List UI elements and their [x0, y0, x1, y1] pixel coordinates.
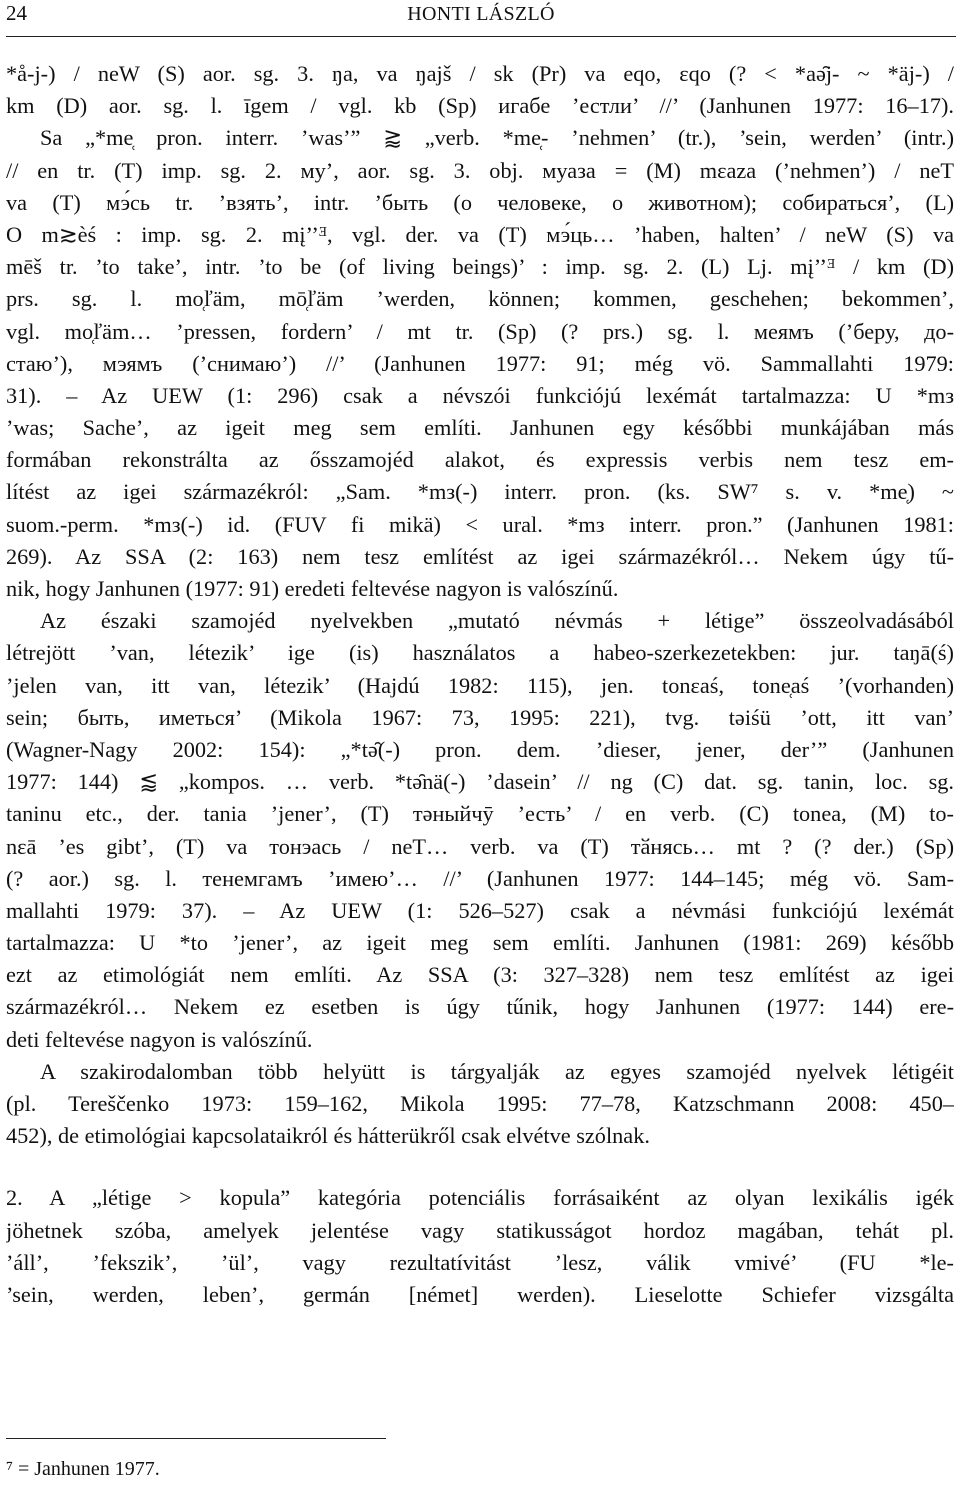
text-line: (Wagner-Nagy 2002: 154): „*tə̑(-) pron. dem. ’dieser, jener, der’” (Janhunen: [6, 736, 954, 762]
text-line: 269). Az SSA (2: 163) nem tesz említést az igei származékról… Nekem úgy tű-: [6, 543, 954, 569]
text-line: lítést az igei származékról: „Sam. *mз(-) interr. pron. (ks. SW⁷ s. v. *me̜) ~: [6, 479, 954, 505]
text-line: vgl. mo̜ľäm… ’pressen, fordern’ / mt tr. (Sp) (? prs.) sg. l. меямъ (’беру, до-: [6, 318, 954, 344]
text-line: tartalmazza: U *to ’jener’, az igeit meg sem említi. Janhunen (1981: 269) később: [6, 930, 954, 956]
text-line: sein; быть, иметься’ (Mikola 1967: 73, 1995: 221), tvg. təiśü ’ott, itt van’: [6, 704, 954, 730]
body-text: [6, 58, 954, 1311]
text-line: стаю’), мэямъ (’снимаю’) //’ (Janhunen 1977: 91; még vö. Sammallahti 1979:: [6, 350, 954, 376]
text-line: 2. A „létige > kopula” kategória potenciális forrásaiként az olyan lexikális igék: [6, 1185, 954, 1211]
text-line: nik, hogy Janhunen (1977: 91) eredeti feltevése nagyon is valószínű.: [6, 576, 619, 601]
footnote-rule: [6, 1438, 386, 1439]
text-line: suom.-perm. *mз(-) id. (FUV fi mikä) < ural. *mз interr. pron.” (Janhunen 1981:: [6, 511, 954, 537]
text-line: prs. sg. l. mo̜ľäm, mō̜ľäm ’werden, können; kommen, geschehen; bekommen’,: [6, 286, 954, 312]
text-line: származékról… Nekem ez esetben is úgy tűnik, hogy Janhunen (1977: 144) ere-: [6, 994, 954, 1020]
text-line: ezt az etimológiát nem említi. Az SSA (3: 327–328) nem tesz említést az igei: [6, 962, 954, 988]
text-line: // en tr. (T) imp. sg. 2. му’, aor. sg. 3. obj. муаза = (M) mεaza (’nehmen’) / neT: [6, 157, 954, 183]
text-line: Az északi szamojéd nyelvekben „mutató névmás + létige” összeolvadásából: [40, 608, 954, 634]
text-line: ’was; Sache’, az igeit meg sem említi. Janhunen egy későbbi munkájában más: [6, 415, 954, 441]
text-line: 1977: 144) ⪅ „kompos. … verb. *tə̑nä(-) ’dasein’ // ng (C) dat. sg. tanin, loc. sg.: [6, 769, 954, 795]
paragraph-gap: [6, 1152, 954, 1182]
text-line: 31). – Az UEW (1: 296) csak a névszói funkciójú lexémát tartalmazza: U *mз: [6, 382, 954, 408]
text-line: mallahti 1979: 37). – Az UEW (1: 526–527) csak a névmási funkciójú lexémát: [6, 897, 954, 923]
text-line: Sa „*me̜ pron. interr. ’was’” ⪆ „verb. *me̜- ’nehmen’ (tr.), ’sein, werden’ (intr.): [40, 125, 954, 151]
text-line: létrejött ’van, létezik’ ige (is) használatos a habeo-szerkezetekben: jur. taŋā(ś): [6, 640, 954, 666]
text-line: *å-j-) / neW (S) aor. sg. 3. ŋa, va ŋajš / sk (Pr) va eqo, εqo (? < *aə̑j- ~ *äj-) /: [6, 61, 954, 86]
text-line: O m≳ѐś : imp. sg. 2. mį’’ᴲ, vgl. der. va (T) мэ́ць… ’haben, halten’ / neW (S) va: [6, 221, 954, 247]
text-line: jöhetnek szóba, amelyek jelentése vagy statikusságot hordoz magában, tehát pl.: [6, 1217, 954, 1243]
text-line: taninu etc., der. tania ’jener’, (T) тәныйчӯ ’есть’ / en verb. (C) tonea, (M) to-: [6, 801, 954, 827]
page-number: 24: [6, 1, 27, 25]
text-line: km (D) aor. sg. l. īgem / vgl. kb (Sp) игабе ’естли’ //’ (Janhunen 1977: 16–17).: [6, 93, 954, 119]
text-line: ’sein, werden, leben’, germán [német] werden). Lieselotte Schiefer vizsgálta: [6, 1281, 954, 1307]
text-line: deti feltevése nagyon is valószínű.: [6, 1026, 313, 1052]
text-line: formában rekonstrálta az ősszamojéd alakot, és expressis verbis nem tesz em-: [6, 447, 954, 473]
text-line: va (T) мэ́сь tr. ’взять’, intr. ’быть (о человеке, о животном); собираться’, (L): [6, 189, 954, 215]
page-header: [6, 0, 956, 37]
text-line: mēš tr. ’to take’, intr. ’to be (of living beings)’ : imp. sg. 2. (L) Lj. mį’’ᴲ / km (D): [6, 254, 954, 280]
text-line: 452), de etimológiai kapcsolataikról és hátterükről csak elvétve szólnak.: [6, 1123, 650, 1149]
footnote: ⁷ = Janhunen 1977.: [6, 1458, 160, 1480]
text-line: ’jelen van, itt van, létezik’ (Hajdú 1982: 115), jen. tonεaś, tone̜aś ’(vorhanden): [6, 672, 954, 698]
running-head: HONTI LÁSZLÓ: [407, 3, 555, 25]
text-line: nεā ’es gibt’, (T) va тонэась / neT… verb. va (T) тӑнясь… mt ? (? der.) (Sp): [6, 833, 954, 859]
text-line: A szakirodalomban több helyütt is tárgyalják az egyes szamojéd nyelvek létigéit: [40, 1058, 954, 1084]
text-line: ’áll’, ’fekszik’, ’ül’, vagy rezultatívitást ’lesz, válik vmivé’ (FU *le-: [6, 1249, 954, 1275]
text-line: (? aor.) sg. l. тенемгамъ ’имею’… //’ (Janhunen 1977: 144–145; még vö. Sam-: [6, 865, 954, 891]
text-line: (pl. Tereščenko 1973: 159–162, Mikola 1995: 77–78, Katzschmann 2008: 450–: [6, 1091, 954, 1116]
